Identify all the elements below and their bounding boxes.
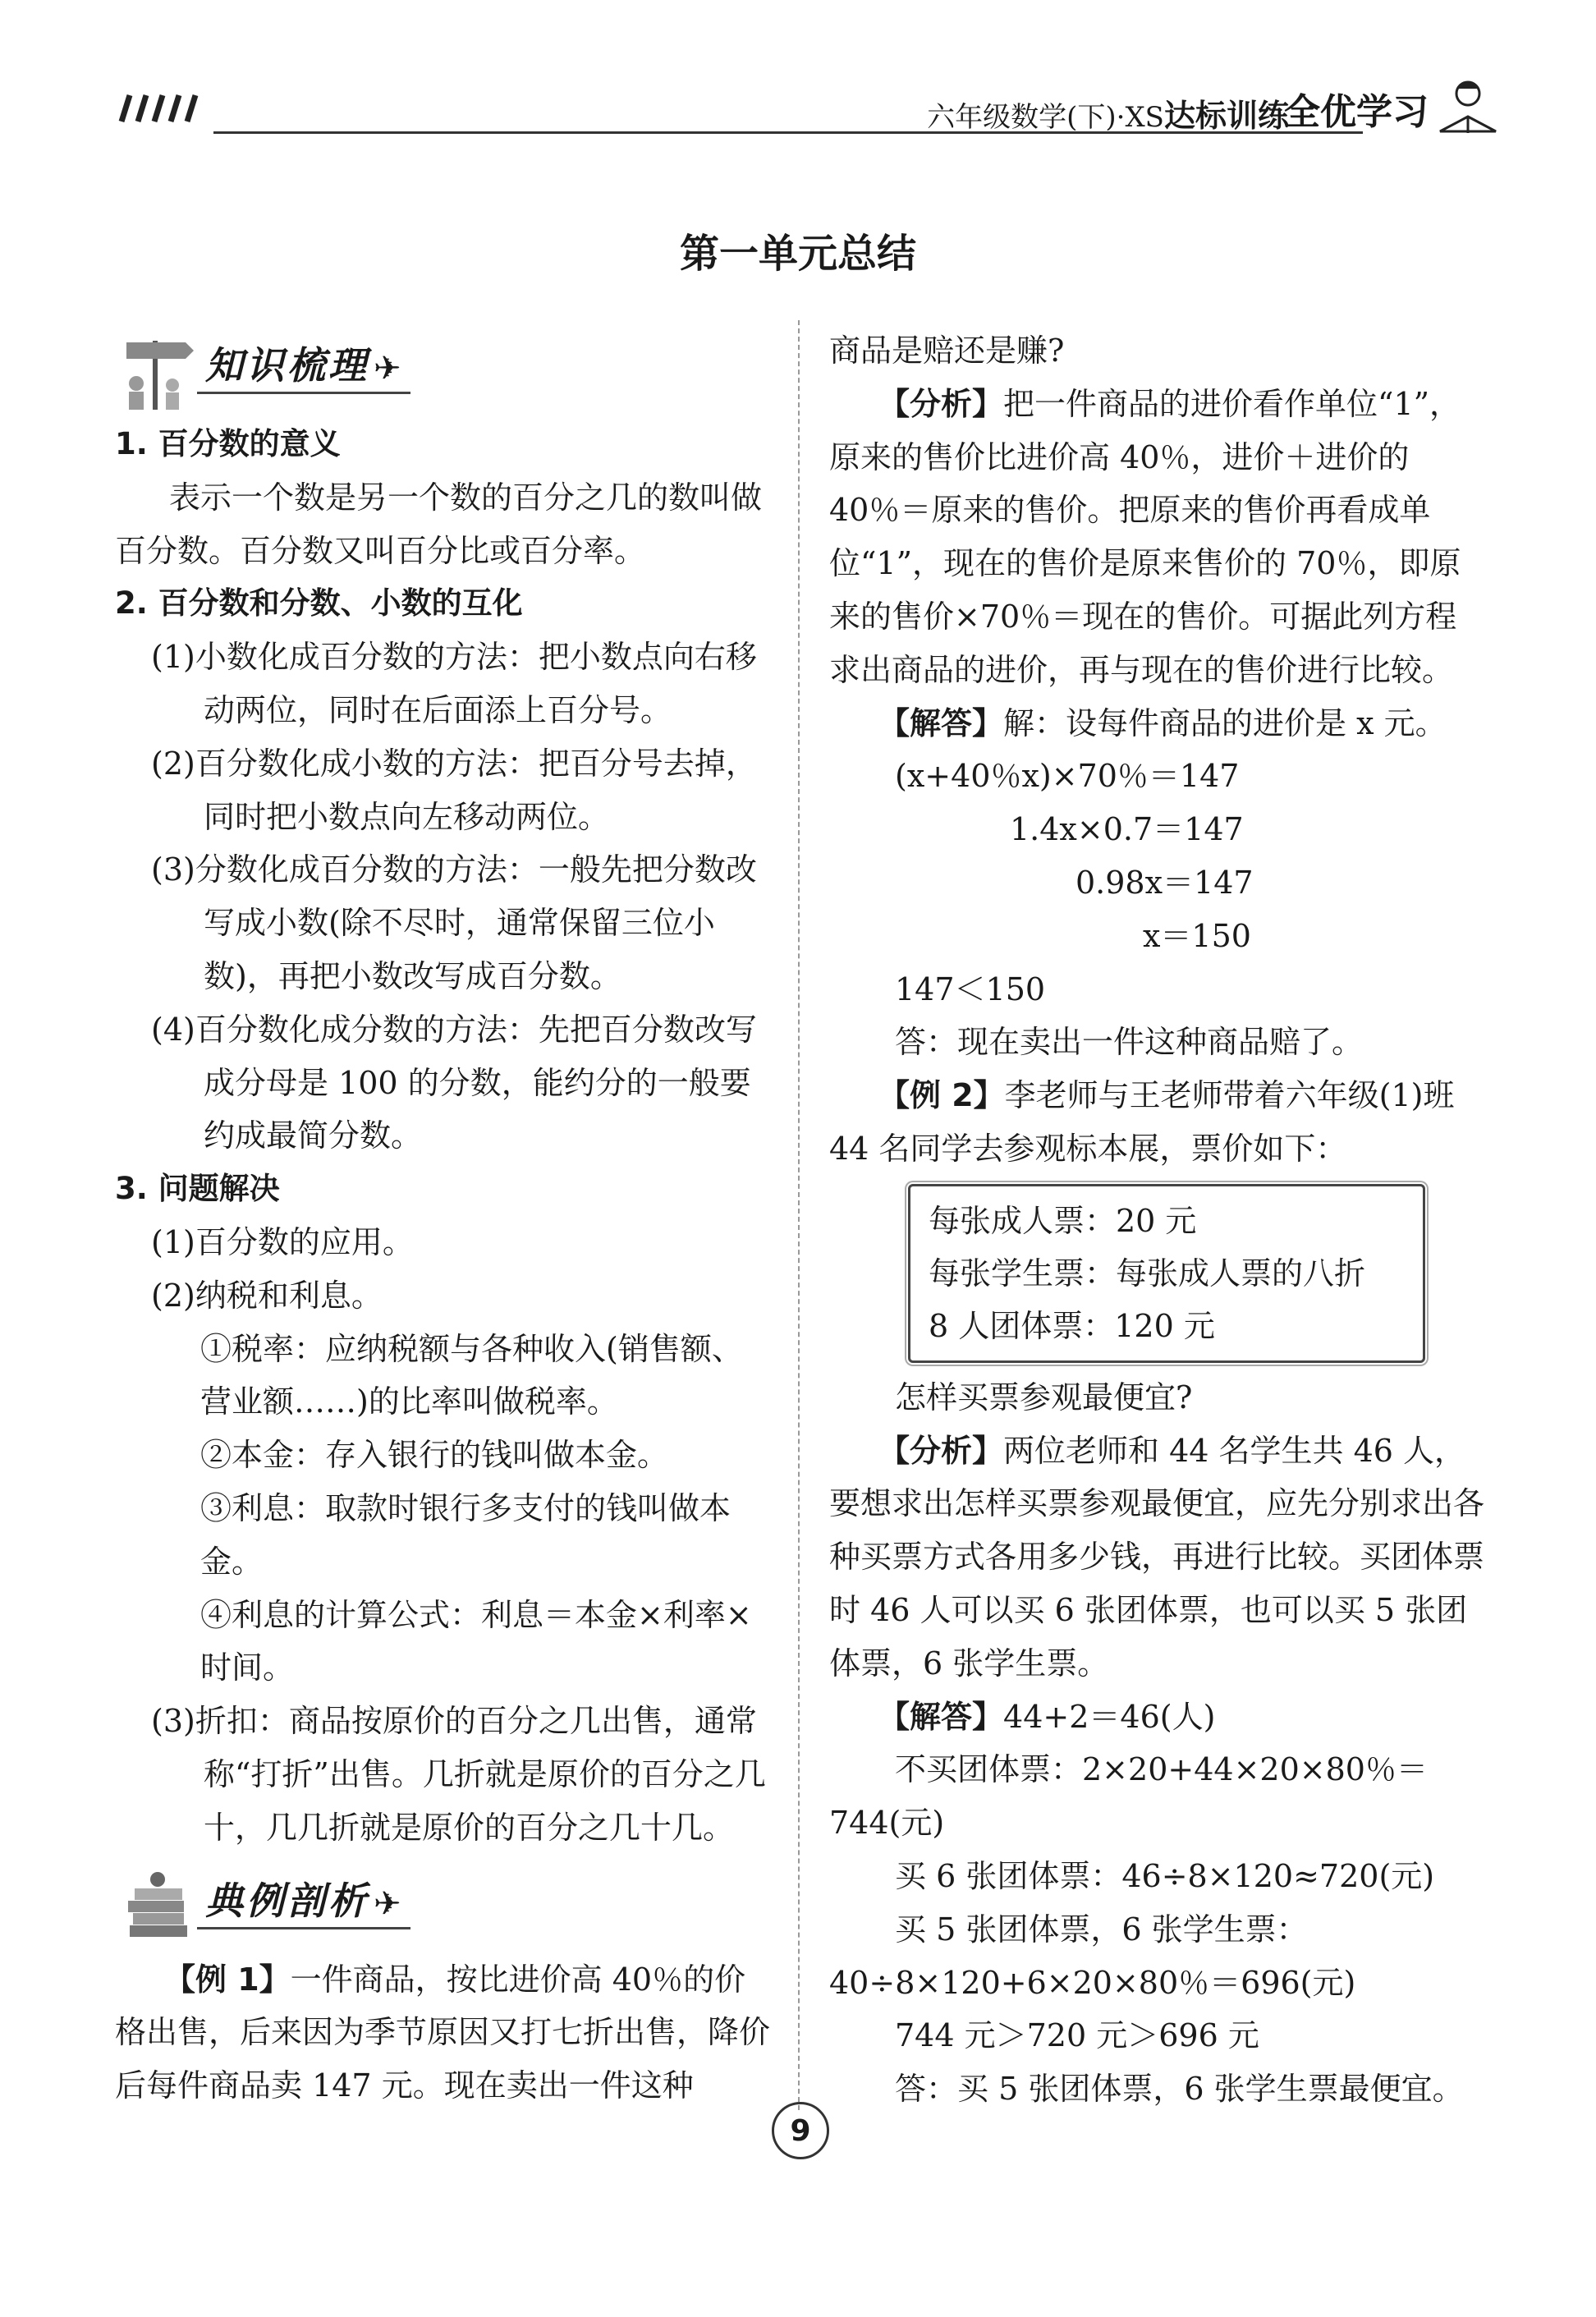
solution-tag: 【解答】 bbox=[878, 1698, 1004, 1735]
brand-name: 全优学习 bbox=[1284, 91, 1429, 133]
paragraph: 表示一个数是另一个数的百分之几的数叫做百分数。百分数又叫百分比或百分率。 bbox=[115, 479, 763, 569]
section-underline bbox=[197, 392, 410, 394]
comparison-line: 147＜150 bbox=[895, 970, 1046, 1007]
section-title: 典例剖析 bbox=[205, 1878, 369, 1923]
solution-tag: 【解答】 bbox=[878, 704, 1004, 741]
ticket-line: 每张成人票：20 元 bbox=[929, 1202, 1197, 1239]
list-item: (2)纳税和利息。 bbox=[151, 1277, 383, 1314]
list-item: (4)百分数化成分数的方法：先把百分数改写成分母是 100 的分数，能约分的一般要约成最简分数。 bbox=[151, 1011, 757, 1154]
ticket-price-box bbox=[908, 1184, 1425, 1363]
list-item: (3)分数化成百分数的方法：一般先把分数改写成小数(除不尽时，通常保留三位小数)，再把小数改写成百分数。 bbox=[151, 851, 757, 994]
answer-line: 答：现在卖出一件这种商品赔了。 bbox=[895, 1024, 1364, 1061]
heading-3: 3. 问题解决 bbox=[115, 1171, 280, 1207]
analysis-text: 两位老师和 44 名学生共 46 人，要想求出怎样买票参观最便宜，应先分别求出各种买票方式各用多少钱，再进行比较。买团体票时 46 人可以买 6 张团体票，也可以买 5 张团体票，6 张学生票。 bbox=[829, 1432, 1485, 1682]
equation-line: x＝150 bbox=[1143, 917, 1251, 954]
section-underline bbox=[197, 1927, 410, 1929]
example-continuation: 商品是赔还是赚? bbox=[829, 333, 1065, 369]
answer-line: 答：买 5 张团体票，6 张学生票最便宜。 bbox=[895, 2071, 1464, 2108]
right-column bbox=[829, 324, 1486, 2116]
column-divider bbox=[798, 320, 800, 2110]
solution-step: 买 5 张团体票，6 张学生票：40÷8×120+6×20×80％＝696(元) bbox=[829, 1911, 1356, 2001]
solution-step: 744 元＞720 元＞696 元 bbox=[895, 2017, 1259, 2054]
solution-text: 解：设每件商品的进价是 x 元。 bbox=[1003, 704, 1447, 741]
left-column bbox=[115, 324, 772, 2113]
solution-1 bbox=[829, 697, 1486, 750]
solution-text: 44+2＝46(人) bbox=[1003, 1698, 1216, 1735]
example-text: 李老师与王老师带着六年级(1)班 44 名同学去参观标本展，票价如下： bbox=[829, 1077, 1455, 1167]
page-header bbox=[115, 85, 1502, 143]
section-header-knowledge bbox=[115, 324, 772, 415]
example-1 bbox=[115, 1953, 772, 2113]
ticket-line: 8 人团体票：120 元 bbox=[929, 1307, 1215, 1344]
example-2 bbox=[829, 1069, 1486, 1176]
heading-1: 1. 百分数的意义 bbox=[115, 426, 341, 461]
list-subitem: ①税率：应纳税额与各种收入(销售额、营业额……)的比率叫做税率。 bbox=[200, 1330, 743, 1420]
signpost-icon bbox=[115, 333, 197, 411]
airplane-icon: ✈ bbox=[374, 1884, 401, 1923]
list-item: (1)百分数的应用。 bbox=[151, 1223, 414, 1260]
list-item: (2)百分数化成小数的方法：把百分号去掉，同时把小数点向左移动两位。 bbox=[151, 745, 757, 835]
heading-2: 2. 百分数和分数、小数的互化 bbox=[115, 585, 523, 622]
hatch-decoration bbox=[115, 94, 205, 123]
list-subitem: ②本金：存入银行的钱叫做本金。 bbox=[200, 1437, 669, 1474]
list-subitem: ③利息：取款时银行多支付的钱叫做本金。 bbox=[200, 1489, 732, 1580]
section-header-examples bbox=[115, 1860, 772, 1950]
list-item: (3)折扣：商品按原价的百分之几出售，通常称“打折”出售。几折就是原价的百分之几十，几几折就是原价的百分之几十几。 bbox=[151, 1703, 766, 1846]
analysis-tag: 【分析】 bbox=[878, 1432, 1004, 1469]
analysis-2 bbox=[829, 1425, 1486, 1691]
solution-step: 不买团体票：2×20+44×20×80％＝744(元) bbox=[829, 1751, 1428, 1842]
question-line: 怎样买票参观最便宜? bbox=[895, 1379, 1193, 1415]
example-tag: 【例 2】 bbox=[878, 1077, 1005, 1114]
equation-line: (x+40％x)×70％＝147 bbox=[895, 758, 1240, 795]
page-number: 9 bbox=[772, 2102, 829, 2159]
analysis-1 bbox=[829, 378, 1486, 697]
page-title: 第一单元总结 bbox=[679, 231, 916, 277]
analysis-text: 把一件商品的进价看作单位“1”，原来的售价比进价高 40％，进价＋进价的 40％＝原来的售价。把原来的售价再看成单位“1”，现在的售价是原来售价的 70％，即原来的售价×70％＝现在的售价。可据此列方程求出商品的进价，再与现在的售价进行比较。 bbox=[829, 385, 1461, 688]
equation-line: 1.4x×0.7＝147 bbox=[1010, 811, 1244, 848]
section-title: 知识梳理 bbox=[205, 343, 369, 388]
equation-line: 0.98x＝147 bbox=[1075, 864, 1254, 901]
student-reading-icon bbox=[1432, 74, 1502, 140]
header-subject: 六年级数学(下)·XS达标训练 bbox=[927, 97, 1289, 134]
solution-2 bbox=[829, 1691, 1486, 1744]
airplane-icon: ✈ bbox=[374, 350, 401, 388]
list-subitem: ④利息的计算公式：利息＝本金×利率×时间。 bbox=[200, 1596, 752, 1686]
book-stack-icon bbox=[115, 1868, 197, 1947]
ticket-line: 每张学生票：每张成人票的八折 bbox=[929, 1255, 1366, 1292]
example-text: 一件商品，按比进价高 40％的价格出售，后来因为季节原因又打七折出售，降价后每件商品卖 147 元。现在卖出一件这种 bbox=[115, 1961, 771, 2104]
solution-step: 买 6 张团体票：46÷8×120≈720(元) bbox=[895, 1857, 1435, 1894]
list-item: (1)小数化成百分数的方法：把小数点向右移动两位，同时在后面添上百分号。 bbox=[151, 639, 757, 728]
example-tag: 【例 1】 bbox=[164, 1961, 291, 1998]
analysis-tag: 【分析】 bbox=[878, 385, 1004, 422]
